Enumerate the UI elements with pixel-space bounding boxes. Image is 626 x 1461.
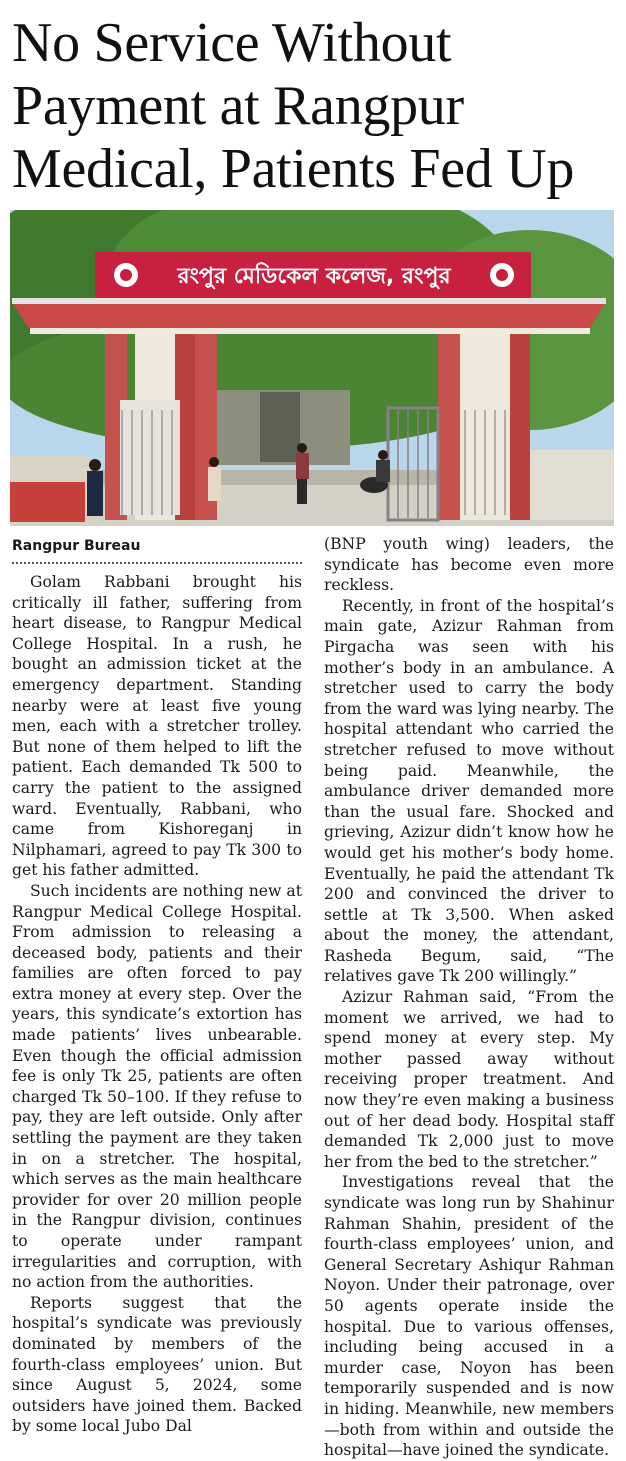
paragraph: Azizur Rahman said, “From the moment we arrived, we had to spend money at every step. My mother passed away without receiving proper treatment. And now they’re even making a business out of her dead body. Hospital staff demanded Tk 2,000 just to move her from the bed to the stretcher.” (324, 988, 614, 1171)
gate-photo-illustration (10, 210, 614, 526)
paragraph: Reports suggest that the hospital’s syndicate was previously dominated by members of the fourth-class employees’ union. But since August 5, 2024, some outsiders have joined them. Backed by some local Jubo Dal (12, 1293, 302, 1436)
gate-photo (10, 210, 614, 526)
gate-sign-text: রংপুর মেডিকেল কলেজ, রংপুর (177, 264, 451, 289)
article-column-left (12, 536, 302, 1437)
paragraph: Golam Rabbani brought his critically ill father, suffering from heart disease, to Rangpur Medical College Hospital. In a rush, he bought an admission ticket at the emergency department. Standing nearby were at least five young men, each with a stretcher trolley. But none of them helped to lift the patient. Each demanded Tk 500 to carry the patient to the assigned ward. Eventually, Rabbani, who came from Kishoreganj in Nilphamari, agreed to pay Tk 300 to get his father admitted. (12, 573, 302, 880)
paragraph: Investigations reveal that the syndicate was long run by Shahinur Rahman Shahin, president of the fourth-class employees’ union, and General Secretary Ashiqur Rahman Noyon. Under their patronage, over 50 agents operate inside the hospital. Due to various offenses, including being accused in a murder case, Noyon has been temporarily suspended and is now in hiding. Meanwhile, new members—both from within and outside the hospital—have joined the syndicate. (324, 1173, 614, 1460)
paragraph-continuation: (BNP youth wing) leaders, the syndicate has become even more reckless. (324, 535, 614, 595)
headline: No Service Without Payment at Rangpur Medical, Patients Fed Up (12, 12, 575, 200)
paragraph: Recently, in front of the hospital’s main gate, Azizur Rahman from Pirgacha was seen with his mother’s body in an ambulance. A stretcher used to carry the body from the ward was lying nearby. The hospital attendant who carried the stretcher refused to move without being paid. Meanwhile, the ambulance driver demanded more than the usual fare. Shocked and grieving, Azizur didn’t know how he would get his mother’s body home. Eventually, he paid the attendant Tk 200 and convinced the driver to settle at Tk 3,500. When asked about the money, the attendant, Rasheda Begum, said, “The relatives gave Tk 200 willingly.” (324, 596, 614, 986)
article-column-right (324, 534, 614, 1461)
paragraph: Such incidents are nothing new at Rangpur Medical College Hospital. From admission to releasing a deceased body, patients and their families are often forced to pay extra money at every step. Over the years, this syndicate’s extortion has made patients’ lives unbearable. Even though the official admission fee is only Tk 25, patients are often charged Tk 50–100. If they refuse to pay, they are left outside. Only after settling the payment are they taken in on a stretcher. The hospital, which serves as the main healthcare provider for over 20 million people in the Rangpur division, continues to operate under rampant irregularities and corruption, with no action from the authorities. (12, 881, 302, 1292)
byline: Rangpur Bureau (12, 536, 302, 564)
